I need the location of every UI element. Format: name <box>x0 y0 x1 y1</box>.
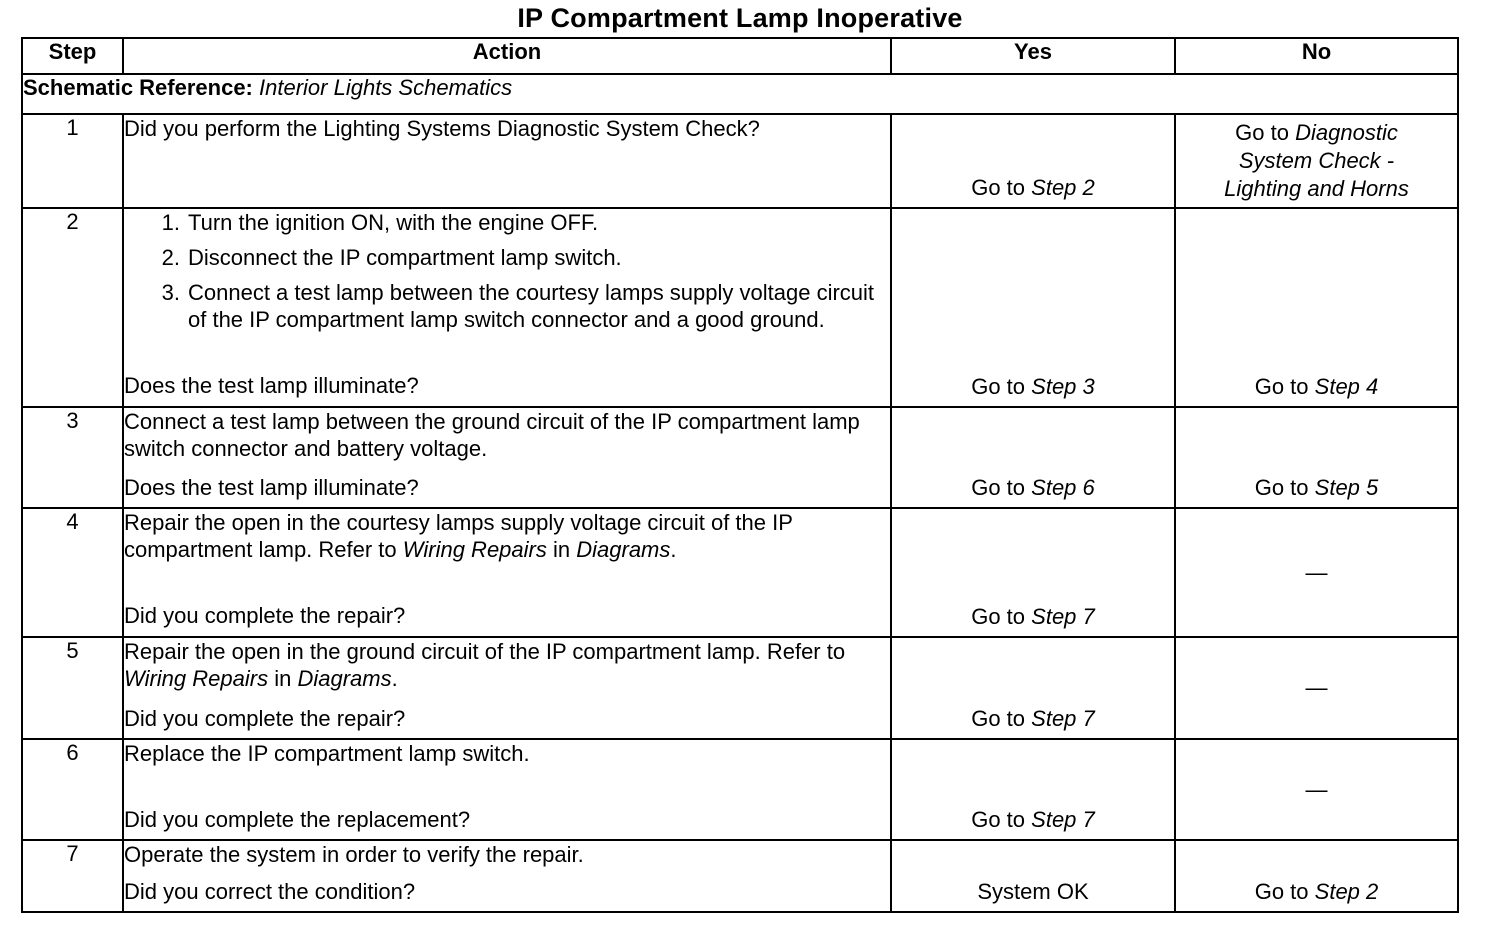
schematic-row <box>22 74 1458 114</box>
step-number: 7 <box>22 840 123 912</box>
substep-number: 1. <box>161 210 180 235</box>
yes-result <box>892 175 1174 201</box>
no-dash: — <box>1305 559 1328 585</box>
action-cell <box>123 208 891 407</box>
no-cell <box>1175 637 1458 739</box>
yes-target: Step 7 <box>1031 604 1095 629</box>
step-number: 6 <box>22 739 123 840</box>
list-item <box>124 244 890 271</box>
yes-cell <box>891 840 1175 912</box>
no-cell <box>1175 208 1458 407</box>
substep-number: 3. <box>161 280 180 305</box>
diagrams-ref: Diagrams <box>576 537 671 562</box>
yes-target: Step 7 <box>1031 807 1095 832</box>
yes-cell <box>891 637 1175 739</box>
diagnostic-table <box>21 37 1459 913</box>
action-text-pre: Repair the open in the ground circuit of the IP compartment lamp. Refer to <box>124 639 846 664</box>
action-question: Did you correct the condition? <box>124 879 416 904</box>
action-text-mid: in <box>553 537 571 562</box>
action-text <box>124 638 890 692</box>
yes-cell <box>891 114 1175 208</box>
schematic-reference <box>22 74 1458 114</box>
step-number: 2 <box>22 208 123 407</box>
no-cell <box>1175 508 1458 637</box>
action-cell <box>123 114 891 208</box>
action-question: Does the test lamp illuminate? <box>124 373 419 398</box>
action-cell <box>123 508 891 637</box>
action-question: Did you complete the replacement? <box>124 807 471 832</box>
header-action: Action <box>123 38 891 74</box>
list-item <box>124 209 890 236</box>
no-target-line1: Diagnostic <box>1295 120 1398 145</box>
step-number: 5 <box>22 637 123 739</box>
yes-prefix: Go to <box>971 807 1026 832</box>
action-cell <box>123 637 891 739</box>
substep-number: 2. <box>161 245 180 270</box>
no-prefix: Go to <box>1235 120 1289 145</box>
substep-list <box>124 209 890 333</box>
no-result <box>1176 119 1457 203</box>
action-text-mid: in <box>274 666 292 691</box>
action-text: Connect a test lamp between the ground circuit of the IP compartment lamp switch connector and battery voltage. <box>124 409 860 461</box>
schematic-label: Schematic Reference: <box>23 75 253 100</box>
no-dash: — <box>1305 675 1328 700</box>
table-row <box>22 840 1458 912</box>
action-text: Operate the system in order to verify the repair. <box>124 842 584 867</box>
no-prefix: Go to <box>1254 475 1309 500</box>
substep-text: Connect a test lamp between the courtesy lamps supply voltage circuit of the IP compartment lamp switch connector and a good ground. <box>188 280 875 332</box>
header-row <box>22 38 1458 74</box>
action-question: Did you perform the Lighting Systems Diagnostic System Check? <box>124 116 760 141</box>
yes-prefix: Go to <box>971 475 1026 500</box>
yes-result: System OK <box>977 879 1089 904</box>
diagrams-ref: Diagrams <box>297 666 392 691</box>
action-question: Did you complete the repair? <box>124 603 406 628</box>
wiring-repairs-ref: Wiring Repairs <box>402 537 547 562</box>
yes-result <box>892 807 1174 833</box>
table-row <box>22 407 1458 508</box>
header-no: No <box>1175 38 1458 74</box>
no-target: Step 2 <box>1314 879 1379 904</box>
step-number: 1 <box>22 114 123 208</box>
yes-target: Step 7 <box>1031 706 1095 731</box>
yes-prefix: Go to <box>971 175 1026 200</box>
action-text-pre: Repair the open in the courtesy lamps supply voltage circuit of the IP compartment lamp. Refer to <box>124 510 793 562</box>
header-step: Step <box>22 38 123 74</box>
no-cell <box>1175 739 1458 840</box>
action-cell <box>123 739 891 840</box>
step-number: 3 <box>22 407 123 508</box>
page-title: IP Compartment Lamp Inoperative <box>517 3 963 33</box>
no-prefix: Go to <box>1254 879 1309 904</box>
no-cell <box>1175 407 1458 508</box>
no-cell <box>1175 114 1458 208</box>
table-row <box>22 739 1458 840</box>
yes-result <box>892 475 1174 501</box>
yes-prefix: Go to <box>971 374 1026 399</box>
yes-target: Step 6 <box>1031 475 1095 500</box>
yes-result <box>892 374 1174 400</box>
table-row <box>22 208 1458 407</box>
schematic-value: Interior Lights Schematics <box>259 75 513 100</box>
substep-text: Disconnect the IP compartment lamp switch. <box>188 245 622 270</box>
action-text: Replace the IP compartment lamp switch. <box>124 741 530 766</box>
step-number: 4 <box>22 508 123 637</box>
yes-cell <box>891 407 1175 508</box>
table-row <box>22 637 1458 739</box>
no-cell <box>1175 840 1458 912</box>
table-row <box>22 508 1458 637</box>
action-cell <box>123 407 891 508</box>
wiring-repairs-ref: Wiring Repairs <box>124 666 269 691</box>
header-yes: Yes <box>891 38 1175 74</box>
no-target: Step 5 <box>1314 475 1379 500</box>
yes-prefix: Go to <box>971 706 1026 731</box>
no-prefix: Go to <box>1254 374 1309 399</box>
action-text <box>124 509 890 563</box>
no-dash: — <box>1305 776 1328 802</box>
action-text-post: . <box>391 666 398 691</box>
no-result <box>1176 475 1457 501</box>
yes-target: Step 2 <box>1031 175 1095 200</box>
table-row <box>22 114 1458 208</box>
yes-cell <box>891 208 1175 407</box>
yes-result <box>892 604 1174 630</box>
yes-result <box>892 706 1174 732</box>
no-result <box>1176 374 1457 400</box>
list-item <box>124 279 890 333</box>
yes-prefix: Go to <box>971 604 1026 629</box>
no-target-line3: Lighting and Horns <box>1224 176 1409 201</box>
substep-text: Turn the ignition ON, with the engine OFF. <box>188 210 599 235</box>
no-target: Step 4 <box>1314 374 1379 399</box>
no-target-line2: System Check - <box>1238 148 1395 173</box>
action-text-post: . <box>670 537 677 562</box>
action-question: Did you complete the repair? <box>124 706 406 731</box>
yes-target: Step 3 <box>1031 374 1095 399</box>
no-result <box>1176 879 1457 905</box>
action-question: Does the test lamp illuminate? <box>124 475 419 500</box>
yes-cell <box>891 739 1175 840</box>
yes-cell <box>891 508 1175 637</box>
action-cell <box>123 840 891 912</box>
